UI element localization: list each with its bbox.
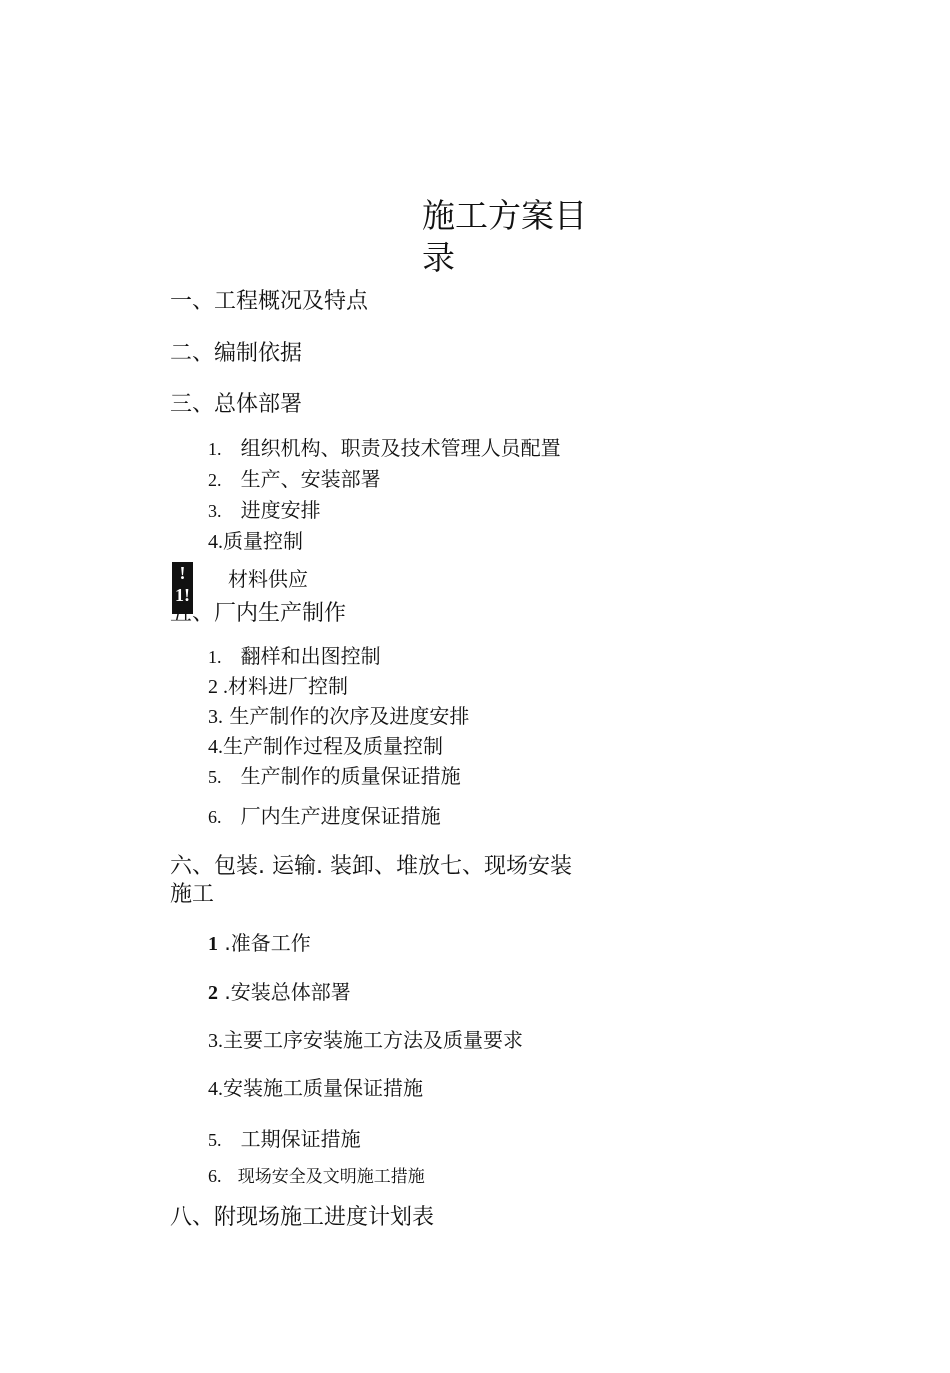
section-4-heading: 材料供应 — [228, 567, 308, 591]
section-8-heading: 八、附现场施工进度计划表 — [170, 1205, 435, 1230]
item-number: 2. — [208, 470, 222, 490]
item-number: 6. — [208, 807, 222, 827]
item-number: 5. — [208, 1130, 222, 1150]
list-item — [208, 1075, 423, 1102]
list-item — [208, 979, 351, 1006]
item-text: 生产制作的次序及进度安排 — [229, 704, 470, 728]
list-item — [208, 1165, 425, 1188]
section-4-marker: ! 1! — [172, 562, 193, 614]
list-item — [208, 703, 469, 730]
item-text: 主要工序安装施工方法及质量要求 — [223, 1028, 523, 1052]
list-item — [208, 435, 561, 462]
page-title-line2: 录 — [422, 238, 455, 277]
item-text: 质量控制 — [223, 529, 303, 553]
list-item — [208, 673, 348, 700]
item-number: 4. — [208, 531, 223, 553]
list-item — [208, 1027, 523, 1054]
item-text: 厂内生产进度保证措施 — [240, 804, 441, 828]
item-text: 现场安全及文明施工措施 — [237, 1167, 425, 1187]
list-item — [208, 763, 461, 790]
section-1-heading: 一、工程概况及特点 — [170, 289, 369, 314]
item-text: 安装施工质量保证措施 — [223, 1076, 423, 1100]
list-item — [208, 466, 381, 493]
page-title-line1: 施工方案目 — [422, 196, 587, 235]
item-number: 4. — [208, 736, 223, 758]
item-text: 组织机构、职责及技术管理人员配置 — [240, 436, 561, 460]
section-2-heading: 二、编制依据 — [170, 341, 303, 366]
item-number: 5. — [208, 767, 222, 787]
section-3-heading: 三、总体部署 — [170, 392, 303, 417]
list-item — [208, 528, 303, 555]
item-text: .安装总体部署 — [224, 980, 351, 1004]
item-text: 工期保证措施 — [240, 1127, 361, 1151]
item-number: 1. — [208, 439, 222, 459]
item-text: 翻样和出图控制 — [240, 644, 381, 668]
item-text: 材料进厂控制 — [228, 674, 348, 698]
item-number: 3. — [208, 501, 222, 521]
item-number: 4. — [208, 1078, 223, 1100]
list-item — [208, 497, 321, 524]
list-item — [208, 930, 311, 957]
item-text: 进度安排 — [240, 498, 321, 522]
item-number: 1 — [208, 933, 218, 955]
list-item — [208, 803, 441, 830]
list-item — [208, 733, 443, 760]
item-number: 1. — [208, 647, 222, 667]
item-text: .准备工作 — [224, 931, 311, 955]
item-number: 6. — [208, 1166, 222, 1186]
item-text: 生产、安装部署 — [240, 467, 381, 491]
section-6-7-heading-line1: 六、包装. 运输. 装卸、堆放七、现场安装 — [170, 854, 572, 879]
item-number: 3. — [208, 706, 223, 728]
list-item — [208, 643, 381, 670]
item-number: 2 — [208, 982, 218, 1004]
item-number: 3. — [208, 1030, 223, 1052]
section-5-heading: 五、厂内生产制作 — [170, 601, 347, 626]
section-6-7-heading-line2: 施工 — [170, 882, 215, 907]
item-text: 生产制作过程及质量控制 — [223, 734, 443, 758]
item-number: 2 . — [208, 676, 228, 698]
list-item — [208, 1126, 361, 1153]
item-text: 生产制作的质量保证措施 — [240, 764, 461, 788]
